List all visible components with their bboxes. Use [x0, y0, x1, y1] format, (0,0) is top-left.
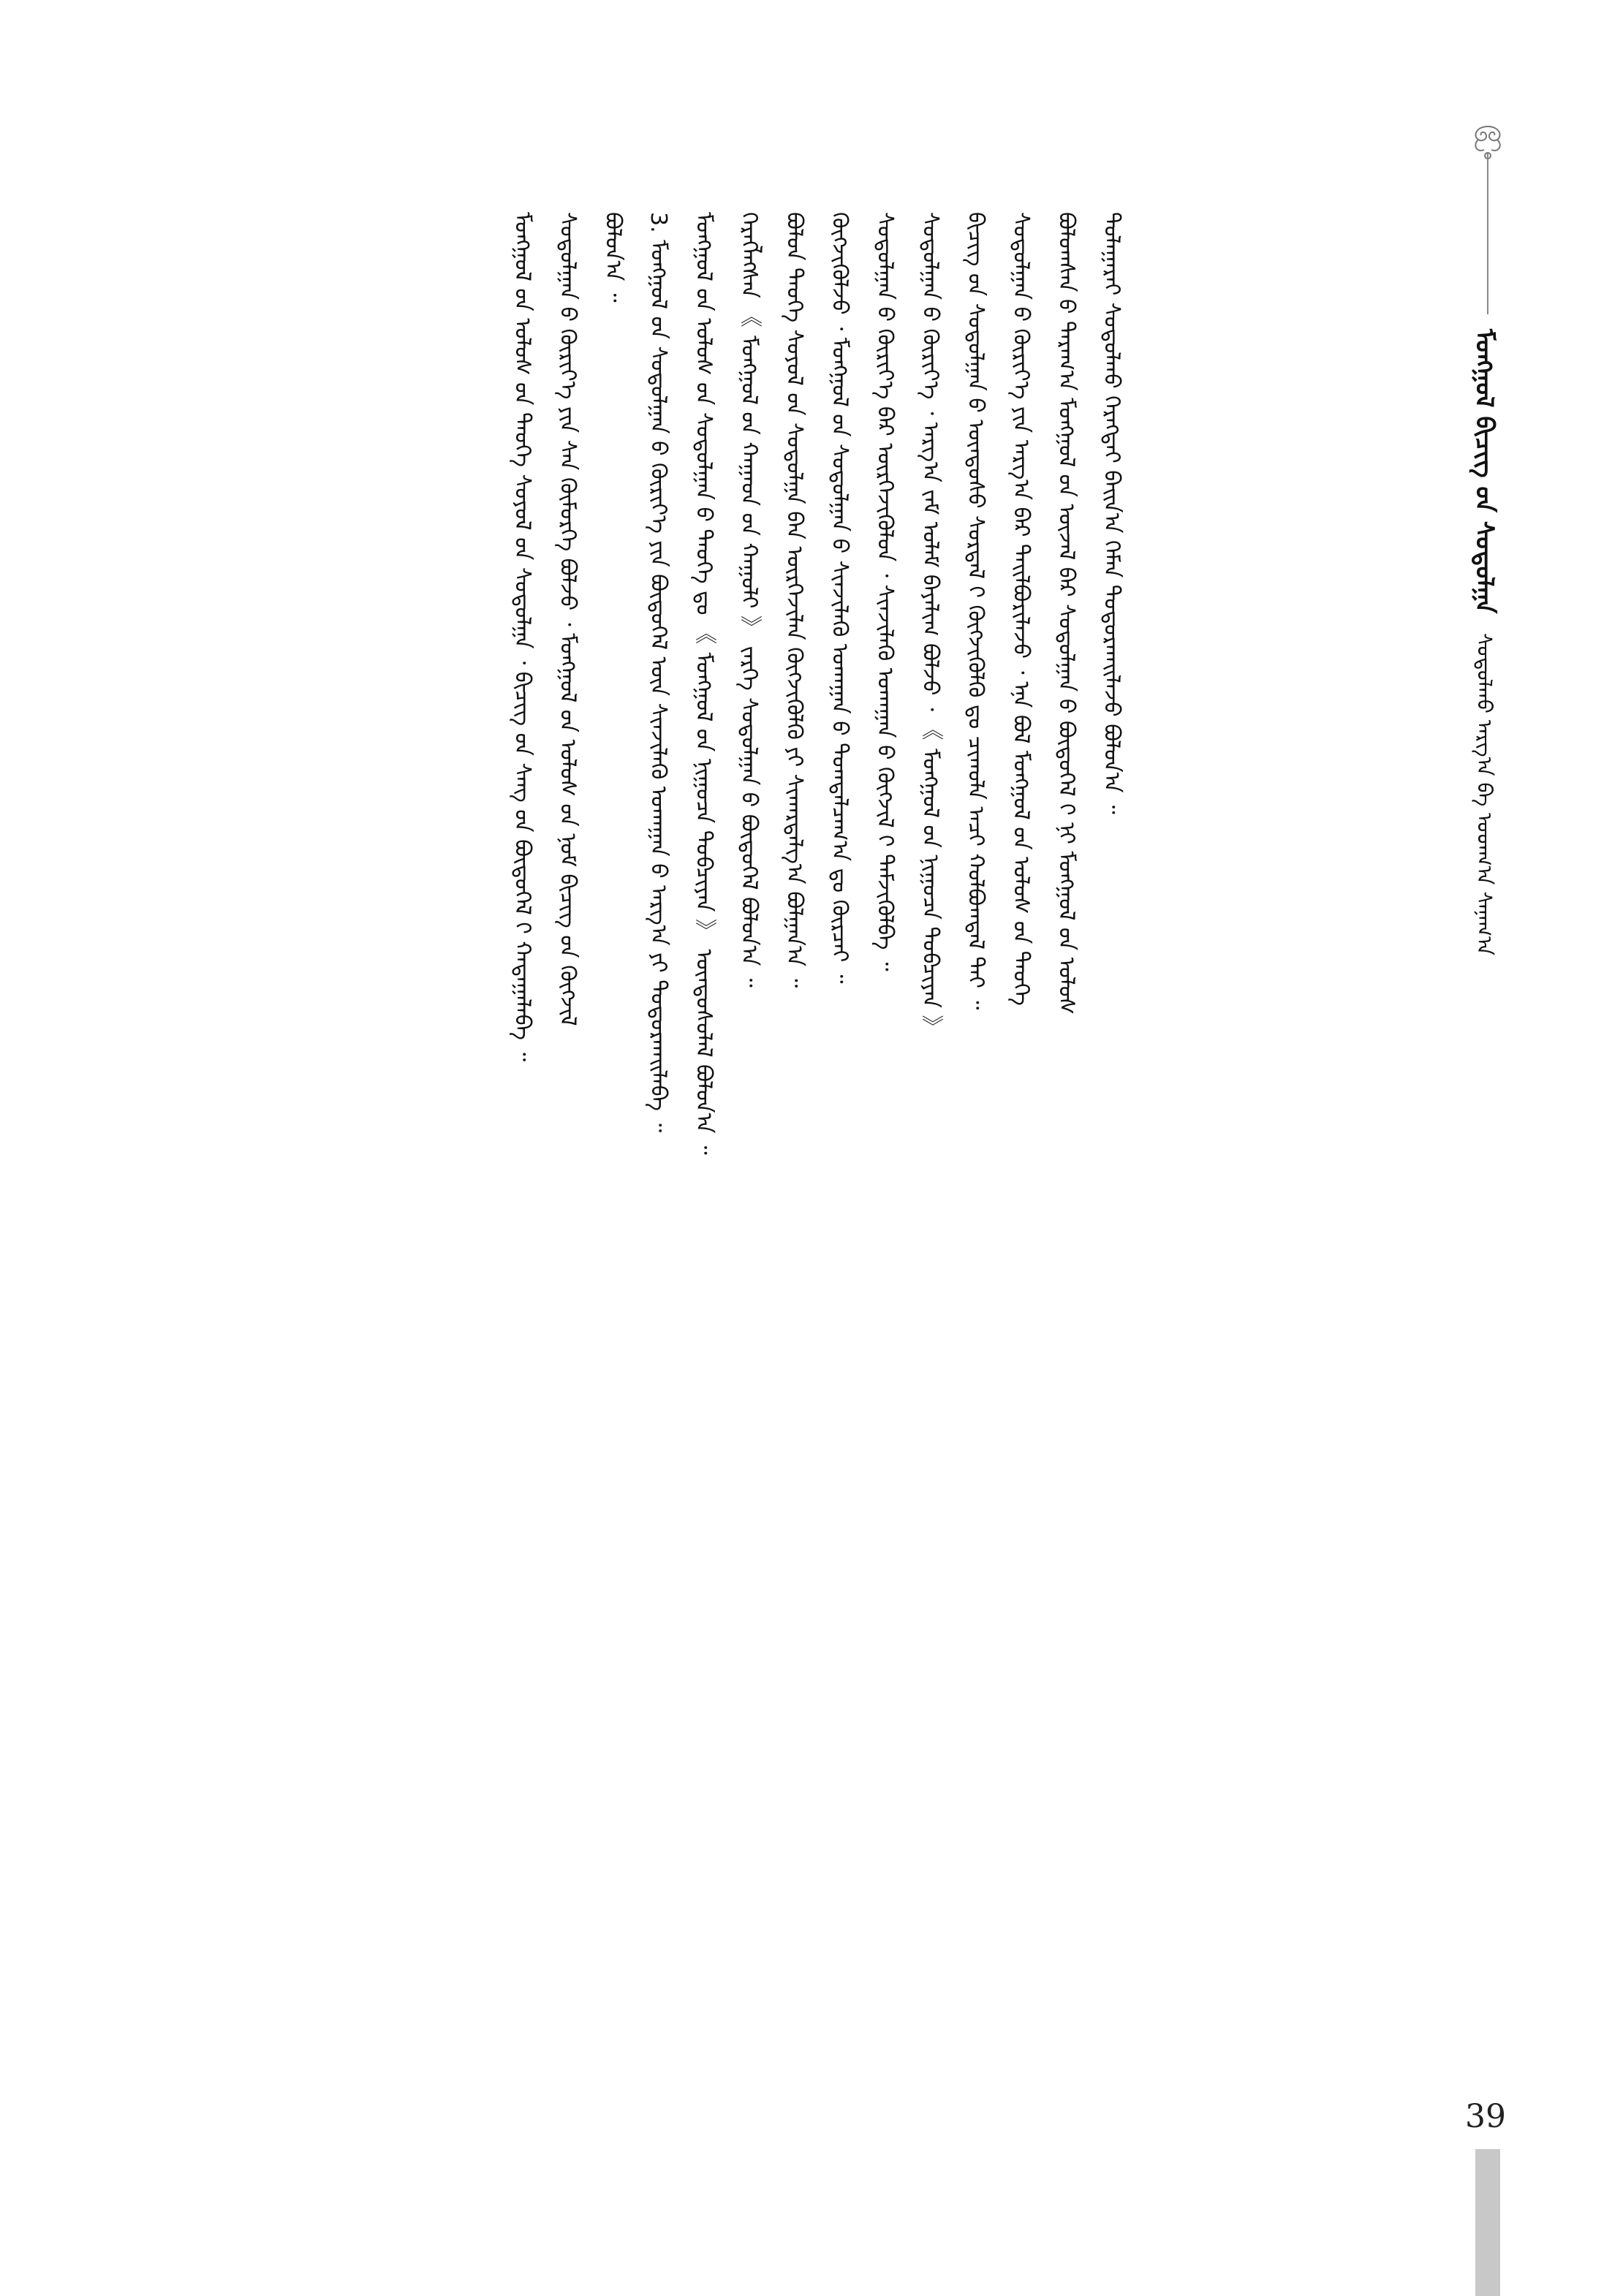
text-column: ᠲᠤᠯᠠᠭᠠᠷᠠᠢ ᠰᠤᠳᠤᠯᠬᠤ ᠬᠡᠷᠡᠭᠲᠡᠢ ᠪᠠᠢᠨ᠎ᠠ ᠬᠡᠮᠡᠨ ᠲᠣᠳᠣᠷᠬᠠᠢᠯᠠᠵᠤ ᠪᠣᠯᠤᠨ᠎ᠠ ᠃ — [1099, 212, 1124, 814]
header-rule — [1487, 154, 1488, 314]
text-column: 3. ᠮᠣᠩᠭᠣᠯ ᠤ᠋ᠨ ᠰᠤᠳᠤᠯᠭᠠᠨ ᠤ᠋ ᠬᠦᠷᠢᠶ᠎ᠡ ᠶᠢᠨ ᠪᠦᠲᠦᠭᠡᠯ ᠦᠨ ᠰᠢᠨᠵᠢᠯᠡᠬᠦ ᠤᠬᠠᠭᠠᠨ ᠤ᠋ ᠠᠷᠭ᠎ᠠ ᠶᠢ ᠲᠣᠳᠣᠷᠬᠠᠢᠯᠠᠪᠠ ᠃ — [646, 212, 671, 1133]
text-column: ᠰᠤᠳᠤᠯᠭᠠᠨ ᠤ᠋ ᠬᠦᠷᠢᠶ᠎ᠡ ᠂ ᠠᠷᠭ᠎ᠠ ᠵᠠᠮ ᠤᠯᠠᠮ ᠪᠠᠶᠠᠯᠢᠭ ᠪᠣᠯᠵᠤ ᠂ 《 ᠮᠣᠩᠭᠣᠯ ᠤ᠋ᠨ ᠨᠢᠭᠤᠴᠠ ᠲᠣᠪᠴᠢᠶᠠᠨ 》 — [918, 212, 943, 1038]
text-column: ᠰᠤᠳᠤᠯᠭᠠᠨ ᠤ᠋ ᠬᠦᠷᠢᠶ᠎ᠡ ᠪᠡᠷ ᠦᠷᠭᠡᠵᠢᠭᠦᠯᠦᠨ ᠂ ᠰᠢᠨᠵᠢᠯᠡᠬᠦ ᠤᠬᠠᠭᠠᠨ ᠤ᠋ ᠬᠥᠭᠵᠢᠯ ᠢ᠋ ᠳᠡᠮᠵᠢᠭᠦᠯᠪᠡ ᠃ — [872, 212, 898, 971]
text-column: ᠮᠣᠩᠭᠣᠯ ᠤ᠋ᠨ ᠤᠯᠤᠰ ᠤ᠋ᠨ ᠲᠡᠦᠬᠡ ᠰᠣᠶᠣᠯ ᠤ᠋ᠨ ᠰᠤᠳᠤᠯᠭᠠ ᠂ ᠪᠢᠴᠢᠭ ᠤ᠋ᠨ ᠰᠠᠩ ᠤ᠋ᠨ ᠪᠦᠲᠦᠭᠡᠯ ᠢ᠋ ᠬᠠᠳᠠᠭᠠᠯᠠᠪᠠ ᠃ — [510, 212, 535, 1062]
text-column: ᠮᠣᠩᠭᠣᠯ ᠤ᠋ᠨ ᠤᠯᠤᠰ ᠤ᠋ᠨ ᠰᠤᠳᠤᠯᠭᠠᠨ ᠤ᠋ ᠲᠡᠦᠬᠡ ᠳᠤ 《 ᠮᠣᠩᠭᠣᠯ ᠤ᠋ᠨ ᠨᠢᠭᠤᠴᠠ ᠲᠣᠪᠴᠢᠶᠠᠨ 》 ᠦᠨᠳᠦᠰᠦᠯᠡᠯ ᠪᠣᠯᠤᠨ᠎ᠠ ᠃ — [691, 212, 716, 1155]
page-number: 39 — [1465, 2098, 1506, 2135]
text-column: ᠬᠡᠷᠡᠭᠯᠡᠭᠰᠡᠨ 《 ᠮᠣᠩᠭᠣᠯ ᠤ᠋ᠨ ᠬᠠᠭᠠᠳ ᠤ᠋ᠨ ᠬᠠᠭᠤᠯᠢ 》 ᠵᠡᠷᠭᠡ ᠰᠤᠳᠤᠯᠭᠠᠨ ᠤ᠋ ᠪᠦᠲᠦᠭᠡᠯ ᠪᠣᠯᠤᠨ᠎ᠠ ᠃ — [736, 212, 762, 988]
text-column: ᠪᠣᠯᠣᠨ ᠲᠡᠦᠬᠡ ᠰᠣᠶᠣᠯ ᠤ᠋ᠨ ᠰᠤᠳᠤᠯᠭᠠ ᠪᠠᠨ ᠦᠷᠭᠡᠵᠢᠯᠡᠨ ᠬᠥᠭᠵᠢᠭᠦᠯᠬᠦ ᠶᠢ ᠰᠢᠬᠠᠷᠳᠠᠯᠭ᠎ᠠ ᠪᠣᠯᠭᠠᠨ᠎ᠠ ᠃ — [782, 212, 807, 988]
text-column: ᠰᠤᠳᠤᠯᠭᠠᠨ ᠤ᠋ ᠬᠦᠷᠢᠶ᠎ᠡ ᠶᠢᠨ ᠠᠷᠭ᠎ᠠ ᠪᠠᠷ ᠲᠠᠢᠯᠪᠤᠷᠢᠯᠠᠵᠤ ᠂ ᠡᠨᠡ ᠪᠣᠯ ᠮᠣᠩᠭᠣᠯ ᠤ᠋ᠨ ᠤᠯᠤᠰ ᠤ᠋ᠨ ᠲᠡᠦᠬᠡ — [1008, 212, 1034, 1006]
section-subtitle: ᠰᠤᠳᠤᠯᠬᠤ ᠠᠷᠭ᠎ᠠ ᠪᠠ ᠤᠳᠬ᠎ᠠ ᠰᠠᠨᠠᠭ᠎ᠠ — [1472, 632, 1497, 955]
running-header — [1469, 329, 1499, 955]
text-column: ᠪᠣᠯᠤᠨ᠎ᠠ ᠃ — [600, 212, 626, 303]
text-column: ᠪᠣᠯᠣᠭᠰᠠᠨ ᠤ᠋ ᠳᠠᠷᠠᠭ᠎ᠠ ᠮᠣᠩᠭᠣᠯ ᠤ᠋ᠨ ᠦᠵᠡᠯ ᠪᠠᠷ ᠰᠤᠳᠤᠯᠭᠠᠨ ᠤ᠋ ᠪᠦᠲᠦᠭᠡᠯ ᠢ᠋ ᠨᠢ ᠮᠣᠩᠭᠣᠯ ᠤ᠋ᠨ ᠤᠯᠤᠰ — [1053, 212, 1079, 1015]
text-column: ᠪᠢᠴᠢᠭ ᠤ᠋ᠨ ᠰᠤᠳᠤᠯᠭᠠᠨ ᠤ᠋ ᠦᠨᠳᠦᠰᠦ ᠰᠤᠷᠲᠠᠯ ᠢ᠋ ᠬᠥᠭᠵᠢᠭᠦᠯᠬᠦ ᠳᠤ ᠴᠢᠬᠤᠯᠠ ᠠᠴᠢ ᠬᠣᠯᠪᠣᠭᠳᠠᠯ ᠲᠠᠢ ᠃ — [963, 212, 988, 1010]
section-title: ᠮᠣᠩᠭᠣᠯ ᠪᠢᠴᠢᠭ᠌ ᠤ᠋ᠨ ᠰᠤᠳᠤᠯᠭᠠ — [1469, 329, 1499, 614]
text-column: ᠬᠥᠭᠵᠢᠭᠦᠯᠵᠦ ᠂ ᠮᠣᠩᠭᠣᠯ ᠤ᠋ᠨ ᠰᠤᠳᠤᠯᠭᠠᠨ ᠤ᠋ ᠰᠢᠨᠵᠢᠯᠡᠬᠦ ᠤᠬᠠᠭᠠᠨ ᠤ᠋ ᠲᠣᠭᠲᠠᠯᠴᠠᠭ᠎ᠠ ᠳᠤ ᠬᠦᠷᠴᠡᠢ ᠃ — [827, 212, 852, 984]
text-column: ᠰᠤᠳᠤᠯᠭᠠᠨ ᠤ᠋ ᠬᠦᠷᠢᠶ᠎ᠡ ᠶᠢᠨ ᠰᠠᠨ ᠬᠥᠮᠦᠷᠭᠡ ᠪᠣᠯᠵᠤ ᠂ ᠮᠣᠩᠭᠣᠯ ᠤ᠋ᠨ ᠤᠯᠤᠰ ᠤ᠋ᠨ ᠨᠣᠮ ᠪᠢᠴᠢᠭ ᠤ᠋ᠨ ᠬᠥᠭᠵᠢᠯ — [555, 212, 580, 1026]
side-tab — [1475, 2149, 1500, 2296]
